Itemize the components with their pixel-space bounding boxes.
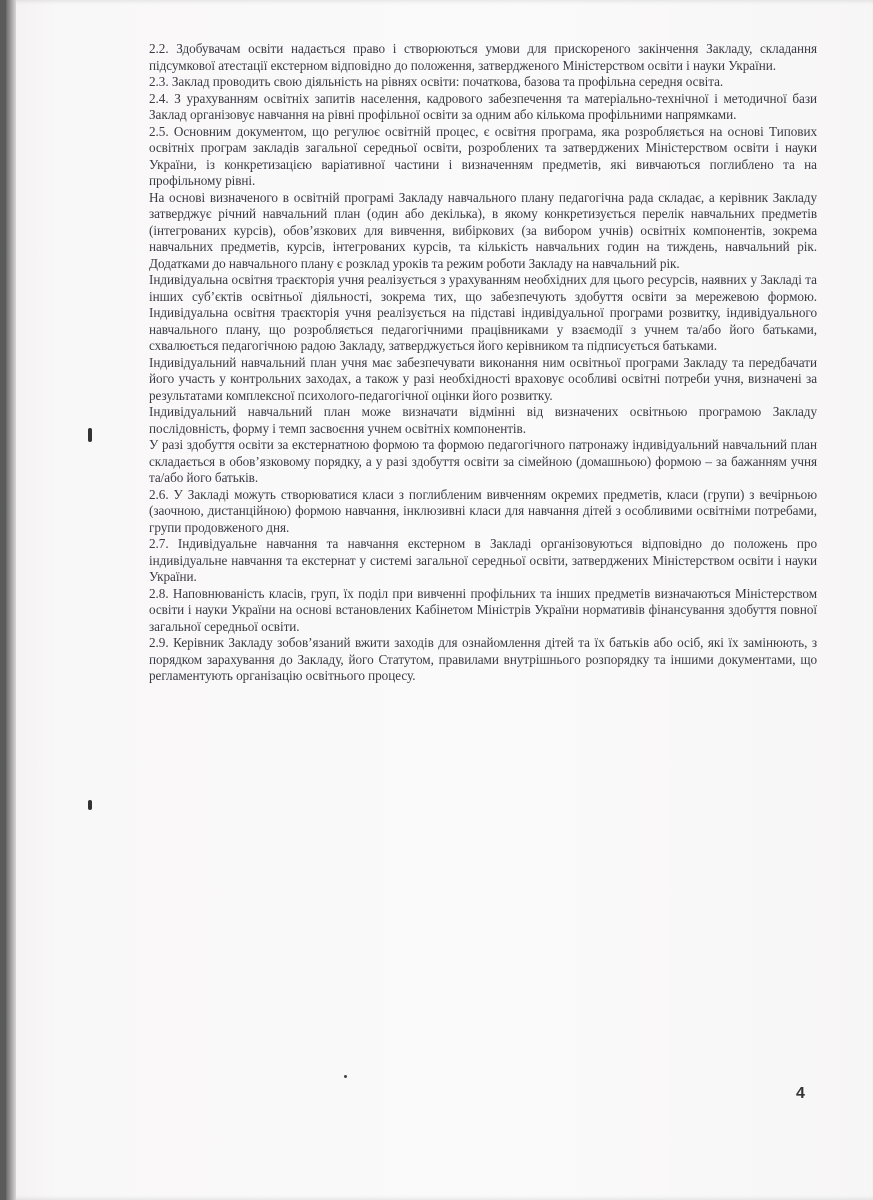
scan-edge-shadow — [6, 0, 16, 1200]
paragraph-2-5: 2.5. Основним документом, що регулює освітній процес, є освітня програма, яка розробляється на основі Типових освітніх програм закладів загальної середньої освіти, розроблених та затверджених Міністерством освіти і науки України, із конкретизацією варіативної частини і визначенням предметів, які вивчаються поглиблено та на профільному рівні. — [149, 123, 817, 188]
paragraph-2-3: 2.3. Заклад проводить свою діяльність на рівнях освіти: початкова, базова та профільна середня освіта. — [149, 74, 724, 89]
document-body — [149, 41, 817, 685]
document-page — [6, 0, 873, 1200]
binding-hole-mark — [88, 428, 92, 442]
paragraph-2-9: 2.9. Керівник Закладу зобов’язаний вжити заходів для ознайомлення дітей та їх батьків або осіб, які їх замінюють, з порядком зарахування до Закладу, його Статутом, правилами внутрішнього розпорядку та іншими документами, що регламентують організацію освітнього процесу. — [149, 635, 817, 683]
paragraph-2-6: 2.6. У Закладі можуть створюватися класи з поглибленим вивченням окремих предметів, класи (групи) з вечірньою (заочною, дистанційною) формою навчання, інклюзивні класи для навчання дітей з особливими освітніми потребами, групи продовженого дня. — [149, 486, 817, 535]
paragraph-2-2: 2.2. Здобувачам освіти надається право і створюються умови для прискореного закінчення Закладу, складання підсумкової атестації екстерном відповідно до положення, затвердженого Міністерством освіти і науки України. — [149, 41, 817, 73]
paragraph-2-4: 2.4. З урахуванням освітніх запитів населення, кадрового забезпечення та матеріально-технічної і методичної бази Заклад організовує навчання на рівні профільної освіти за одним або кількома профільними напрямками. — [149, 90, 817, 122]
paragraph-plan-sequence: Індивідуальний навчальний план може визначати відмінні від визначених освітньою програмою Закладу послідовність, форму і темп засвоєння учнем освітніх компонентів. — [149, 404, 817, 436]
page-number: 4 — [796, 1085, 805, 1102]
paragraph-external-form: У разі здобуття освіти за екстернатною формою та формою педагогічного патронажу індивідуальний навчальний план складається в обов’язковому порядку, а у разі здобуття освіти за сімейною (домашньою) формою – за бажанням учня та/або його батьків. — [149, 437, 817, 485]
binding-hole-mark — [88, 800, 92, 810]
paragraph-individual-plan: Індивідуальний навчальний план учня має забезпечувати виконання ним освітньої програми Закладу та передбачати його участь у контрольних заходах, а також у разі необхідності враховує особливі освітні потреби учня, визначені за результатами комплексної психолого-педагогічної оцінки його розвитку. — [149, 354, 817, 403]
paragraph-2-8: 2.8. Наповнюваність класів, груп, їх поділ при вивченні профільних та інших предметів визначаються Міністерством освіти і науки України на основі встановлених Кабінетом Міністрів України нормативів фінансування здобуття повної загальної середньої освіти. — [149, 585, 817, 634]
paragraph-trajectory: Індивідуальна освітня траєкторія учня реалізується з урахуванням необхідних для цього ресурсів, наявних у Закладі та інших суб’єктів освітньої діяльності, зокрема тих, що забезпечують здобуття освіти за мережевою формою. Індивідуальна освітня траєкторія учня реалізується на підставі індивідуальної програми розвитку, індивідуального навчального плану, що розробляється педагогічними працівниками у взаємодії з учнем та/або його батьками, схвалюється педагогічною радою Закладу, затверджується його керівником та підписується батьками. — [149, 272, 817, 353]
paragraph-2-7: 2.7. Індивідуальне навчання та навчання екстерном в Закладі організовуються відповідно до положень про індивідуальне навчання та екстернат у системі загальної середньої освіти, затверджених Міністерством освіти і науки України. — [149, 536, 817, 584]
scan-speck — [344, 1075, 347, 1078]
paragraph-curriculum: На основі визначеного в освітній програмі Закладу навчального плану педагогічна рада складає, а керівник Закладу затверджує річний навчальний план (один або декілька), в якому конкретизується перелік навчальних предметів (інтегрованих курсів), обов’язкових для вивчення, вибіркових (за вибором учнів) освітніх компонентів, зокрема навчальних предметів, курсів, інтегрованих курсів, та кількість навчальних годин на тиждень, навчальний рік. Додатками до навчального плану є розклад уроків та режим роботи Закладу на навчальний рік. — [149, 189, 817, 271]
